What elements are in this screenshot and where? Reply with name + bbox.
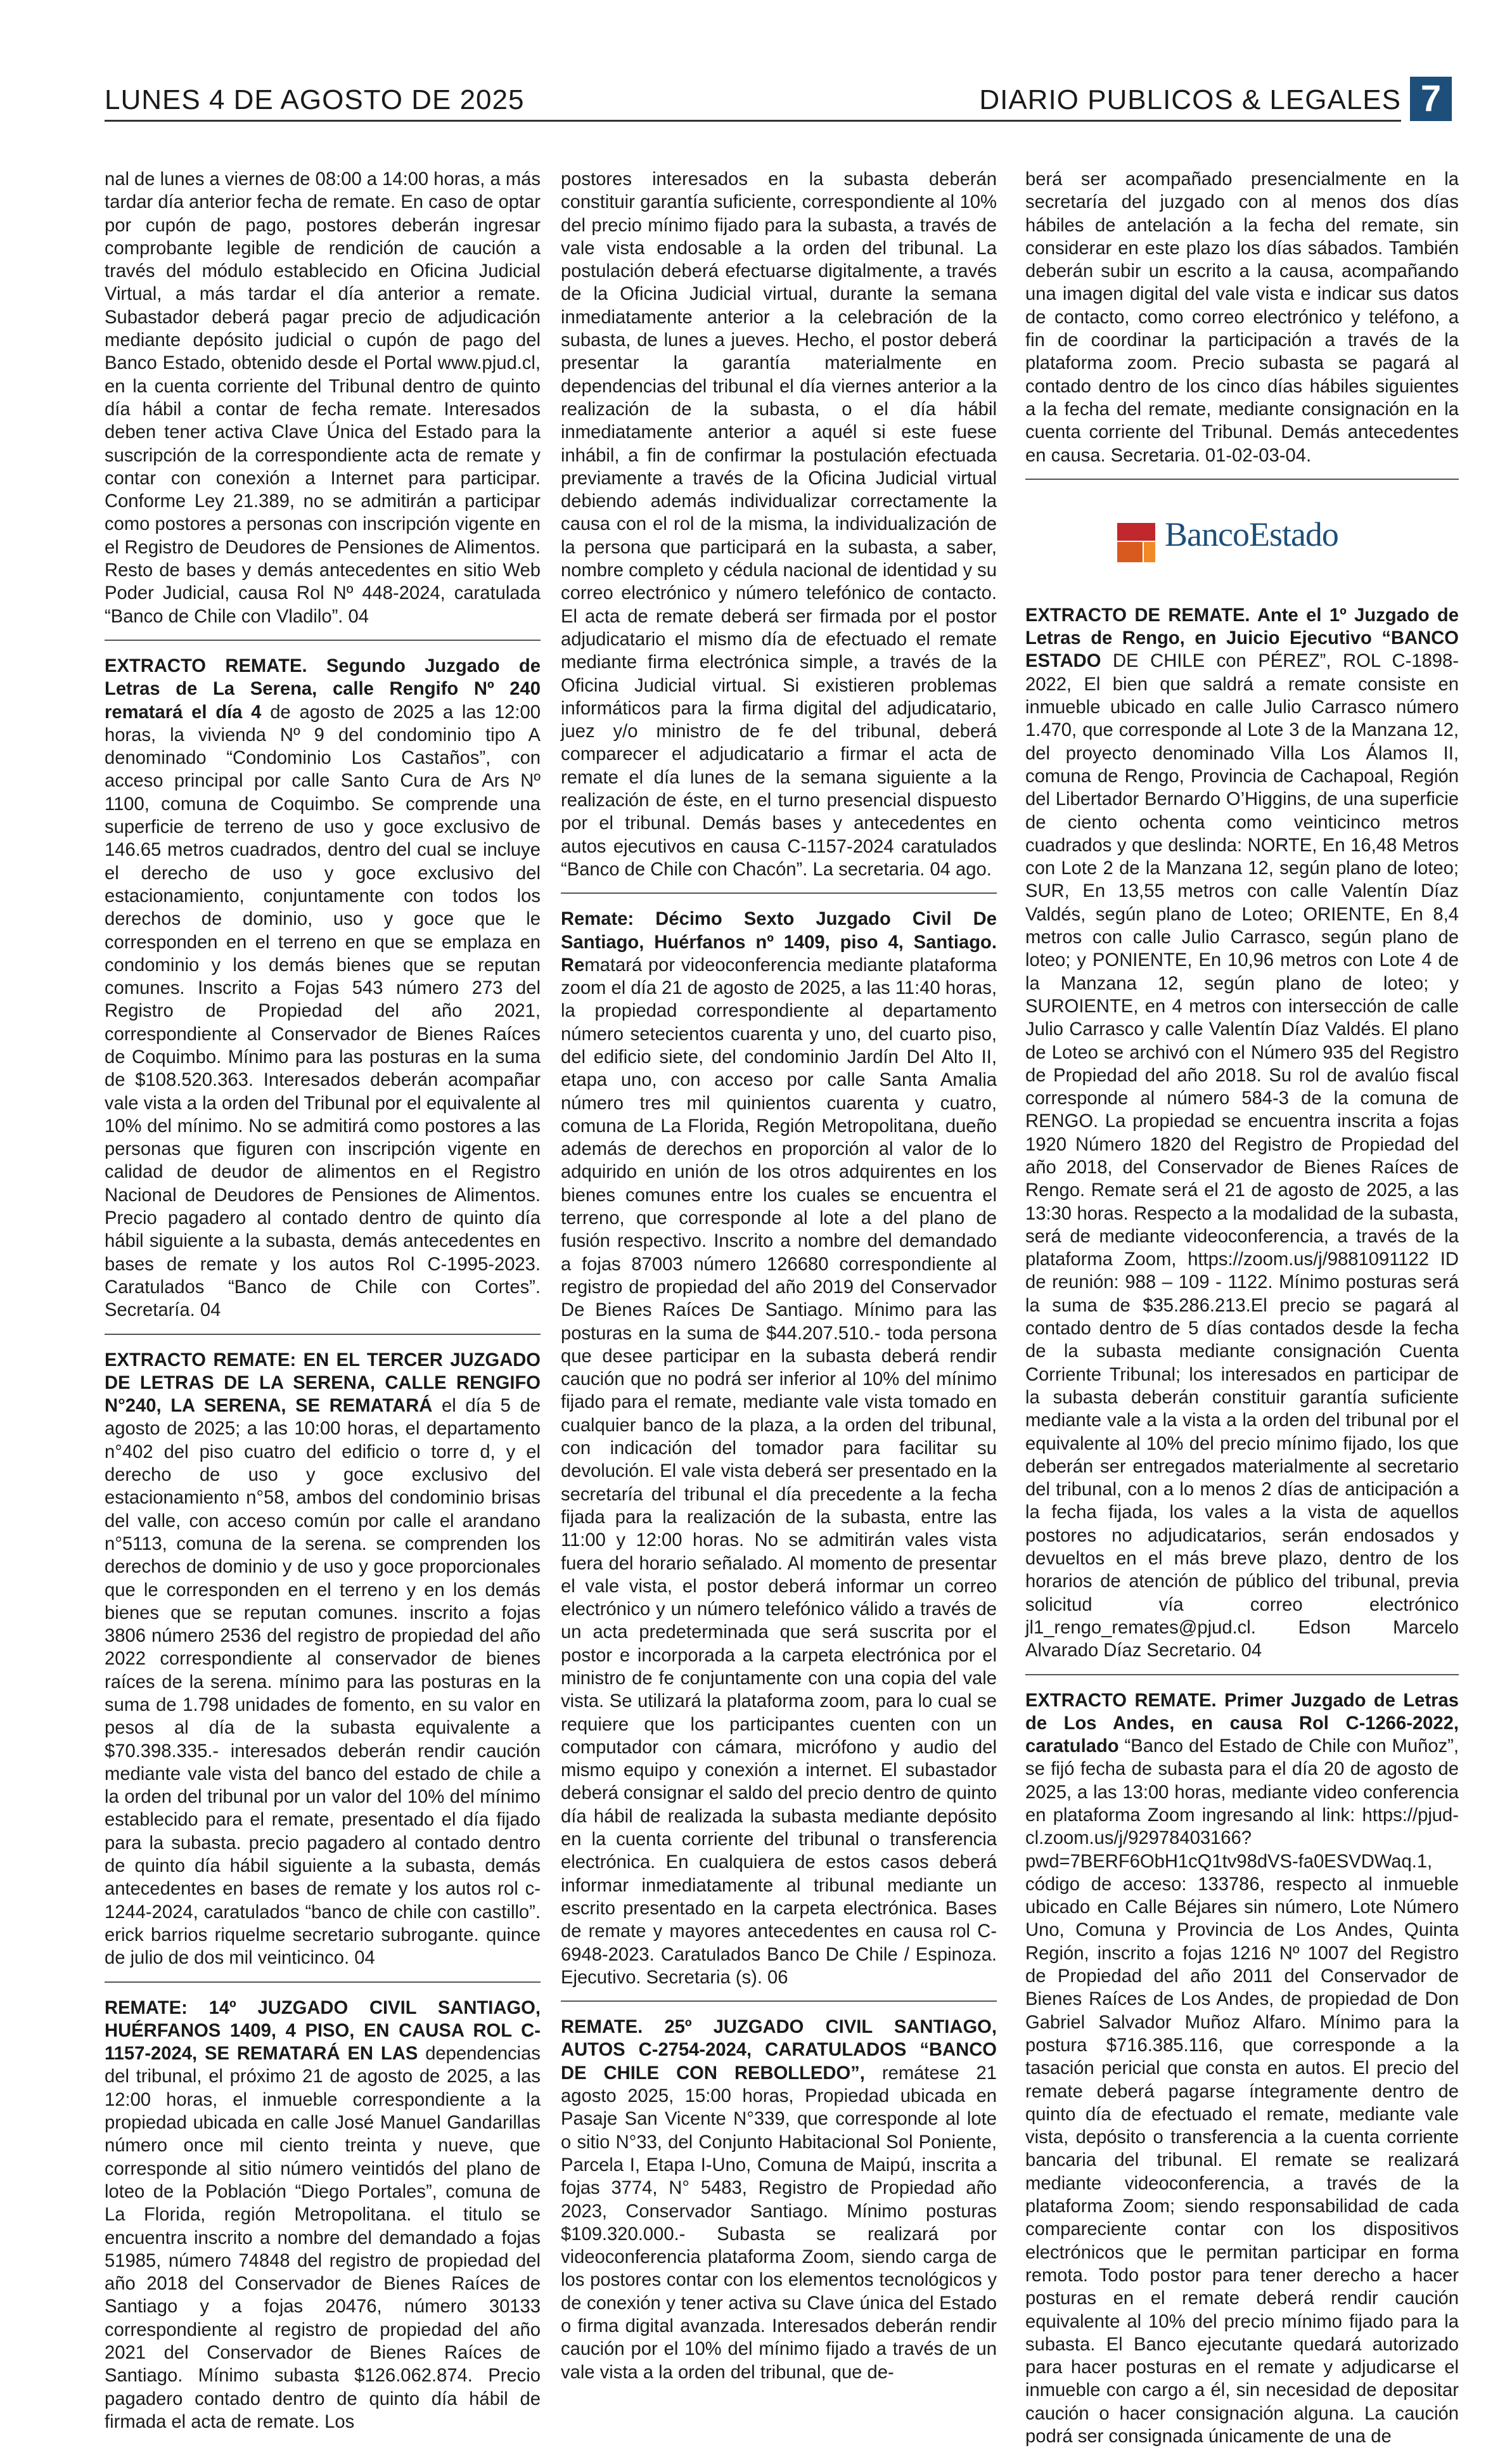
notice [1025, 1689, 1459, 2448]
bancoestado-logo [1025, 494, 1459, 589]
notice-divider [1025, 479, 1459, 480]
page-header [105, 79, 1452, 122]
notice-heading: EXTRACTO DE REMATE. Ante el 1º Juzgado de Letras de Rengo, en Juicio Ejecutivo “BANCO ESTADO [1025, 605, 1459, 672]
column-1 [105, 168, 541, 2433]
notice-body: matará por videoconferencia mediante plataforma zoom el día 21 de agosto de 2025, a las 11:40 horas, la propiedad correspondiente al departamento número setecientos cuarenta y uno, del cuarto piso, del edificio siete, del condominio Jardín Del Alto II, etapa uno, con acceso por calle Santa Amalia número tres mil quinientos cuarenta y cuatro, comuna de La Florida, Región Metropolitana, dueño además de derechos en proporción al valor de lo adquirido en unión de los otros adquirentes en los bienes comunes entre los cuales se encuentra el terreno, que corresponde al lote a del plano de fusión respectivo. Inscrito a nombre del demandado a fojas 87003 número 126680 correspondiente al registro de propiedad del año 2019 del Conservador De Bienes Raíces De Santiago. Mínimo para las posturas en la suma de $44.207.510.- toda persona que desee participar en la subasta deberá rendir caución que no podrá ser inferior al 10% del mínimo fijado para el remate, mediante vale vista tomado en cualquier banco de la plaza, a la orden del tribunal, con indicación del tomador para facilitar su devolución. El vale vista deberá ser presentado en la secretaría del tribunal el día precedente a la fecha fijada para la realización de la subasta, entre las 11:00 y 12:00 horas. No se admitirán vales vista fuera del horario señalado. Al momento de presentar el vale vista, el postor deberá informar un correo electrónico y un número telefónico válido a través de un acta predeterminada que será suscrita por el postor e incorporada a la carpeta electrónica por el ministro de fe conjuntamente con una copia del vale vista. Se utilizará la plataforma zoom, para lo cual se requiere que los participantes cuenten con un computador con cámara, micrófono y audio del mismo equipo y conexión a internet. El subastador deberá consignar el saldo del precio dentro de quinto día hábil de realizada la subasta mediante depósito en la cuenta corriente del tribunal o transferencia electrónica. En cualquiera de estos casos deberá informar inmediatamente al tribunal mediante un escrito presentado en la carpeta electrónica. Bases de remate y mayores antecedentes en causa rol C-6948-2023. Caratulados Banco De Chile / Espinoza. Ejecutivo. Secretaria (s). 06 [561, 955, 997, 1988]
logo-text: BancoEstado [1165, 515, 1338, 553]
notice-body: remátese 21 agosto 2025, 15:00 horas, Propiedad ubicada en Pasaje San Vicente N°339, que corresponde al lote o sitio N°33, del Conjunto Habitacional Sol Poniente, Parcela I, Etapa I-Uno, Comuna de Maipú, inscrita a fojas 3774, N° 5483, Registro de Propiedad año 2023, Conservador Santiago. Mínimo posturas $109.320.000.- Subasta se realizará por videoconferencia plataforma Zoom, siendo carga de los postores contar con los elementos tecnológicos y de conexión y tener activa su Clave única del Estado o firma digital avanzada. Interesados deberán rendir caución por el 10% del mínimo fijado a través de un vale vista a la orden del tribunal, que de- [561, 2063, 997, 2383]
notice-heading: REMATE: 14º JUZGADO CIVIL SANTIAGO, HUÉRFANOS 1409, 4 PISO, EN CAUSA ROL C-1157-2024, SE REMATARÁ EN LAS [105, 1997, 541, 2065]
notice-heading: Remate: Décimo Sexto Juzgado Civil De Santiago, Huérfanos nº 1409, piso 4, Santiago. Re [561, 909, 997, 976]
notice-continuation: postores interesados en la subasta deberán constituir garantía suficiente, correspondiente al 10% del precio mínimo fijado para la subasta, a través de vale vista endosable a la orden del tribunal. La postulación deberá efectuarse digitalmente, a través de la Oficina Judicial virtual, durante la semana inmediatamente anterior a la celebración de la subasta, de lunes a jueves. Hecho, el postor deberá presentar la garantía materialmente en dependencias del tribunal el día viernes anterior a la realización de la subasta, o el día hábil inmediatamente anterior a aquél si este fuese inhábil, a fin de confirmar la postulación efectuada previamente a través de la Oficina Judicial virtual debiendo además individualizar correctamente la causa con el rol de la misma, la individualización de la persona que participará en la subasta, a saber, nombre completo y cédula nacional de identidad y su correo electrónico y número telefónico de contacto. El acta de remate deberá ser firmada por el postor adjudicatario el mismo día de efectuado el remate mediante firma electrónica simple, a través de la Oficina Judicial virtual. Si existieren problemas informáticos para la firma digital del adjudicatario, juez y/o ministro de fe del tribunal, deberá comparecer el adjudicatario a firmar el acta de remate el día lunes de la semana siguiente a la realización de éste, en el turno presencial dispuesto por el tribunal. Demás bases y antecedentes en autos ejecutivos en causa C-1157-2024 caratulados “Banco de Chile con Chacón”. La secretaria. 04 ago. [561, 169, 997, 880]
page-number: 7 [1410, 77, 1452, 121]
notice-divider [105, 640, 541, 641]
notice-continuation: berá ser acompañado presencialmente en la secretaría del juzgado con al menos dos días hábiles de antelación a la fecha del remate, sin considerar en este plazo los días sábados. También deberán subir un escrito a la causa, acompañando una imagen digital del vale vista e indicar sus datos de contacto, como correo electrónico y teléfono, a fin de coordinar la participación a través de la plataforma zoom. Precio subasta se pagará al contado dentro de los cinco días hábiles siguientes a la fecha del remate, mediante consignación en la cuenta corriente del Tribunal. Demás antecedentes en causa. Secretaria. 01-02-03-04. [1025, 169, 1459, 466]
notice-heading: EXTRACTO REMATE. Primer Juzgado de Letras de Los Andes, en causa Rol C-1266-2022, caratulado [1025, 1690, 1459, 1757]
notice-heading: EXTRACTO REMATE: EN EL TERCER JUZGADO DE LETRAS DE LA SERENA, CALLE RENGIFO N°240, LA SERENA, SE REMATARÁ [105, 1350, 541, 1417]
notice [105, 1349, 541, 1970]
header-date: LUNES 4 DE AGOSTO DE 2025 [105, 84, 525, 115]
notice [105, 1997, 541, 2434]
notice-heading: REMATE. 25º JUZGADO CIVIL SANTIAGO, AUTOS C-2754-2024, CARATULADOS “BANCO DE CHILE CON REBOLLEDO”, [561, 2017, 997, 2084]
notice-divider [1025, 1674, 1459, 1675]
notice-continuation: nal de lunes a viernes de 08:00 a 14:00 horas, a más tardar día anterior fecha de remate. En caso de optar por cupón de pago, postores deberán ingresar comprobante legible de rendición de caución a través del módulo establecido en Oficina Judicial Virtual, a más tardar el día anterior a remate. Subastador deberá pagar precio de adjudicación mediante depósito judicial o cupón de pago del Banco Estado, obtenido desde el Portal www.pjud.cl, en la cuenta corriente del Tribunal dentro de quinto día hábil a contar de fecha remate. Interesados deben tener activa Clave Única del Estado para la suscripción de la correspondiente acta de remate y contar con conexión a Internet para participar. Conforme Ley 21.389, no se admitirán a participar como postores a personas con inscripción vigente en el Registro de Deudores de Pensiones de Alimentos. Resto de bases y demás antecedentes en sitio Web Poder Judicial, causa Rol Nº 448-2024, caratulada “Banco de Chile con Vladilo”. 04 [105, 169, 541, 627]
header-rule [105, 120, 1401, 122]
notice [105, 655, 541, 1322]
header-section-title: DIARIO PUBLICOS & LEGALES [979, 84, 1401, 115]
notice-body: DE CHILE con PÉREZ”, ROL C-1898-2022, El bien que saldrá a remate consiste en inmueble ubicado en calle Julio Carrasco número 1.470, que corresponde al Lote 3 de la Manzana 12, del proyecto denominado Villa Los Álamos II, comuna de Rengo, Provincia de Cachapoal, Región del Libertador Bernardo O’Higgins, de una superficie de ciento ochenta como veinticinco metros cuadrados y que deslinda: NORTE, En 16,48 Metros con Lote 2 de la Manzana 12, según plano de loteo; SUR, En 13,55 metros con calle Valentín Díaz Valdés, según plano de Loteo; ORIENTE, En 8,4 metros con calle Julio Carrasco, según plano de loteo; y PONIENTE, En 10,96 metros con Lote 4 de la Manzana 12, según plano de loteo; y SUROIENTE, en 4 metros con intersección de calle Julio Carrasco y calle Valentín Díaz Valdés. El plano de Loteo se archivó con el Número 935 del Registro de Propiedad del año 2018. Su rol de avalúo fiscal corresponde al número 584-3 de la comuna de RENGO. La propiedad se encuentra inscrita a fojas 1920 Número 1820 del Registro de Propiedad del año 2018, del Conservador de Bienes Raíces de Rengo. Remate será el 21 de agosto de 2025, a las 13:30 horas. Respecto a la modalidad de la subasta, será de mediante videoconferencia, a través de la plataforma Zoom, https://zoom.us/j/9881091122 ID de reunión: 988 – 109 - 1122. Mínimo posturas será la suma de $35.286.213.El precio se pagará al contado dentro de 5 días contados desde la fecha de la subasta mediante consignación Cuenta Corriente Tribunal; los interesados en participar de la subasta deberán constituir garantía suficiente mediante vale a la vista a la orden del tribunal por el equivalente al 10% del precio mínimo fijado, los que deberán ser entregados materialmente al secretario del tribunal, con a lo menos 2 días de anticipación a la fecha fijada, los vales a la vista de aquellos postores no adjudicatarios, serán endosados y devueltos en el más breve plazo, dentro de los horarios de atención de público del tribunal, previa solicitud vía correo electrónico jl1_rengo_remates@pjud.cl. Edson Marcelo Alvarado Díaz Secretario. 04 [1025, 651, 1459, 1661]
notice-body: dependencias del tribunal, el próximo 21 de agosto de 2025, a las 12:00 horas, el inmueble correspondiente a la propiedad ubicada en calle José Manuel Gandarillas número once mil ciento treinta y nueve, que corresponde al sitio número veintidós del plano de loteo de la Población “Diego Portales”, comuna de La Florida, región Metropolitana. el titulo se encuentra inscrito a nombre del demandado a fojas 51985, número 74848 del registro de propiedad del año 2018 del Conservador de Bienes Raíces de Santiago y a fojas 20476, número 30133 correspondiente al registro de propiedad del año 2021 del Conservador de Bienes Raíces de Santiago. Mínimo subasta $126.062.874. Precio pagadero contado dentro de quinto día hábil de firmada el acta de remate. Los [105, 2044, 541, 2432]
notice [561, 908, 997, 1989]
column-3 [1025, 168, 1459, 2448]
notice-divider [105, 1981, 541, 1983]
notice [1025, 604, 1459, 1663]
notice-body: de agosto de 2025 a las 12:00 horas, la vivienda Nº 9 del condominio tipo A denominado “Condominio Los Castaños”, con acceso principal por calle Santo Cura de Ars Nº 1100, comuna de Coquimbo. Se comprende una superficie de terreno de uso y goce exclusivo de 146.65 metros cuadrados, dentro del cual se incluye el derecho de uso y goce exclusivo del estacionamiento, conjuntamente con todos los derechos de dominio, uso y goce que le corresponden en el terreno en que se emplaza en condominio y los demás bienes que se reputan comunes. Inscrito a Fojas 543 número 273 del Registro de Propiedad del año 2021, correspondiente al Conservador de Bienes Raíces de Coquimbo. Mínimo para las posturas en la suma de $108.520.363. Interesados deberán acompañar vale vista a la orden del Tribunal por el equivalente al 10% del mínimo. No se admitirá como postores a las personas que figuren con inscripción vigente en calidad de deudor de alimentos en el Registro Nacional de Deudores de Pensiones de Alimentos. Precio pagadero al contado dentro de quinto día hábil siguiente a la subasta, demás antecedentes en bases de remate y los autos Rol C-1995-2023. Caratulados “Banco de Chile con Cortes”. Secretaría. 04 [105, 702, 541, 1321]
notice-heading: EXTRACTO REMATE. Segundo Juzgado de Letras de La Serena, calle Rengifo Nº 240 rematará el día 4 [105, 655, 541, 723]
notice-divider [561, 892, 997, 894]
notice-body: el día 5 de agosto de 2025; a las 10:00 horas, el departamento n°402 del piso cuatro del edificio o torre d, y el derecho de uso y goce exclusivo del estacionamiento n°58, ambos del condominio brisas del valle, con acceso común por calle el arandano n°5113, comuna de la serena. se comprenden los derechos de dominio y de uso y goce proporcionales que le corresponden en el terreno y en los demás bienes que se reputan comunes. inscrito a fojas 3806 número 2536 del registro de propiedad del año 2022 correspondiente al conservador de bienes raíces de la serena. mínimo para las posturas en la suma de 1.798 unidades de fomento, en su valor en pesos al día de la subasta equivalente a $70.398.335.- interesados deberán rendir caución mediante vale vista del banco del estado de chile a la orden del tribunal por un valor del 10% del mínimo establecido para el remate, presentado el día fijado para la subasta. precio pagadero al contado dentro de quinto día hábil siguiente a la subasta, demás antecedentes en bases de remate y los autos rol c-1244-2024, caratulados “banco de chile con castillo”. erick barrios riquelme secretario subrogante. quince de julio de dos mil veinticinco. 04 [105, 1396, 541, 1969]
column-2 [561, 168, 997, 2384]
notice-body: “Banco del Estado de Chile con Muñoz”, se fijó fecha de subasta para el día 20 de agosto de 2025, a las 13:00 horas, mediante video conferencia en plataforma Zoom ingresando al link: https://pjud-cl.zoom.us/j/92978403166?pwd=7BERF6ObH1cQ1tv98dVS-fa0ESVDWaq.1, código de acceso: 133786, respecto al inmueble ubicado en Calle Béjares sin número, Lote Número Uno, Comuna y Provincia de Los Andes, Quinta Región, inscrito a fojas 1216 Nº 1007 del Registro de Propiedad del año 2011 del Conservador de Bienes Raíces de Los Andes, de propiedad de Don Gabriel Salvador Muñoz Alfaro. Mínimo para la postura $716.385.116, que corresponde a la tasación pericial que consta en autos. El precio del remate deberá pagarse íntegramente dentro de quinto día de efectuado el remate, mediante vale vista, depósito o transferencia a la cuenta corriente bancaria del tribunal. El remate se realizará mediante videoconferencia, a través de la plataforma Zoom; siendo responsabilidad de cada compareciente contar con los dispositivos electrónicos que le permitan participar en forma remota. Todo postor para tener derecho a hacer posturas en el remate deberá rendir caución equivalente al 10% del precio mínimo fijado para la subasta. El Banco ejecutante quedará autorizado para hacer posturas en el remate y adjudicarse el inmueble con cargo a él, sin necesidad de depositar caución o hacer consignación alguna. La caución podrá ser consignada únicamente de una de [1025, 1736, 1459, 2447]
notice-divider [105, 1334, 541, 1335]
notice-divider [561, 2000, 997, 2002]
notice [561, 2016, 997, 2384]
bancoestado-logo-icon [1117, 523, 1155, 562]
